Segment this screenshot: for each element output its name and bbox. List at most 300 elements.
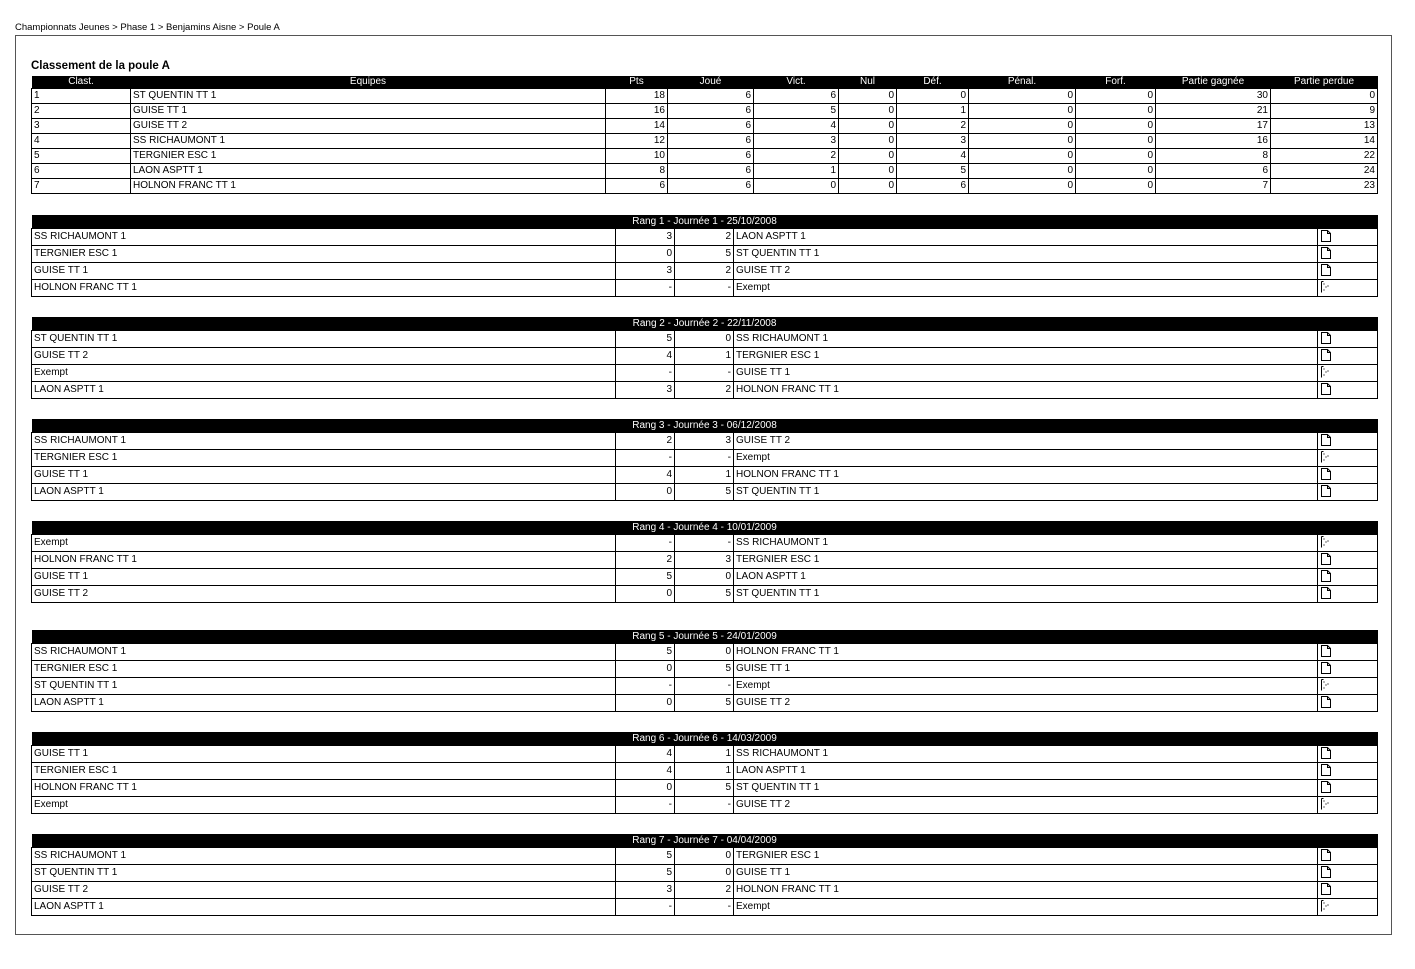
home-team-cell: GUISE TT 2 (32, 882, 616, 899)
away-score-cell: 2 (675, 882, 734, 899)
away-score-cell: 0 (675, 848, 734, 865)
standings-row (32, 104, 1378, 119)
empty-document-icon (1321, 366, 1331, 378)
match-sheet-cell (1318, 865, 1378, 882)
match-row (32, 535, 1378, 552)
round-table (31, 834, 1378, 916)
standings-cell: 0 (839, 149, 897, 164)
away-team-cell: LAON ASPTT 1 (734, 763, 1318, 780)
away-team-cell: Exempt (734, 899, 1318, 916)
away-team-cell: ST QUENTIN TT 1 (734, 246, 1318, 263)
home-team-cell: HOLNON FRANC TT 1 (32, 552, 616, 569)
home-score-cell: 4 (616, 467, 675, 484)
match-row (32, 797, 1378, 814)
match-sheet-cell (1318, 678, 1378, 695)
home-score-cell: - (616, 678, 675, 695)
match-sheet-cell (1318, 661, 1378, 678)
away-score-cell: 1 (675, 763, 734, 780)
home-score-cell: 0 (616, 695, 675, 712)
standings-cell: 4 (897, 149, 969, 164)
standings-cell: 6 (668, 134, 754, 149)
document-icon[interactable] (1321, 247, 1331, 259)
away-score-cell: - (675, 899, 734, 916)
match-row (32, 450, 1378, 467)
match-sheet-cell (1318, 331, 1378, 348)
away-score-cell: 5 (675, 484, 734, 501)
round-title: Rang 7 - Journée 7 - 04/04/2009 (32, 834, 1378, 848)
home-score-cell: 4 (616, 746, 675, 763)
away-team-cell: GUISE TT 2 (734, 695, 1318, 712)
standings-cell: 16 (606, 104, 668, 119)
match-sheet-cell (1318, 348, 1378, 365)
round-table (31, 419, 1378, 501)
away-score-cell: 1 (675, 467, 734, 484)
team-name-cell: SS RICHAUMONT 1 (131, 134, 606, 149)
home-score-cell: 0 (616, 661, 675, 678)
match-sheet-cell (1318, 552, 1378, 569)
standings-cell: 24 (1271, 164, 1378, 179)
match-sheet-cell (1318, 246, 1378, 263)
standings-cell: 0 (969, 119, 1076, 134)
document-icon[interactable] (1321, 747, 1331, 759)
away-team-cell: GUISE TT 2 (734, 797, 1318, 814)
away-score-cell: 5 (675, 661, 734, 678)
away-team-cell: TERGNIER ESC 1 (734, 348, 1318, 365)
standings-header-row (32, 76, 1378, 89)
standings-cell: 12 (606, 134, 668, 149)
round-table (31, 732, 1378, 814)
home-score-cell: 2 (616, 552, 675, 569)
standings-cell: 18 (606, 89, 668, 104)
standings-cell: 0 (1076, 134, 1156, 149)
standings-cell: 0 (969, 179, 1076, 194)
document-icon[interactable] (1321, 332, 1331, 344)
standings-column-header: Vict. (754, 76, 839, 89)
standings-cell: 0 (839, 134, 897, 149)
away-score-cell: - (675, 450, 734, 467)
team-name-cell: GUISE TT 2 (131, 119, 606, 134)
standings-column-header: Clast. (32, 76, 131, 89)
away-team-cell: LAON ASPTT 1 (734, 229, 1318, 246)
away-score-cell: - (675, 678, 734, 695)
away-team-cell: GUISE TT 2 (734, 263, 1318, 280)
document-icon[interactable] (1321, 264, 1331, 276)
home-team-cell: TERGNIER ESC 1 (32, 763, 616, 780)
standings-cell: 5 (754, 104, 839, 119)
away-score-cell: - (675, 365, 734, 382)
standings-column-header: Pénal. (969, 76, 1076, 89)
standings-cell: 0 (1271, 89, 1378, 104)
match-row (32, 552, 1378, 569)
home-score-cell: - (616, 280, 675, 297)
standings-cell: 6 (668, 104, 754, 119)
match-row (32, 569, 1378, 586)
standings-cell: 6 (668, 149, 754, 164)
away-team-cell: ST QUENTIN TT 1 (734, 780, 1318, 797)
away-team-cell: TERGNIER ESC 1 (734, 552, 1318, 569)
home-team-cell: ST QUENTIN TT 1 (32, 331, 616, 348)
standings-row (32, 134, 1378, 149)
empty-document-icon (1321, 900, 1331, 912)
match-sheet-cell (1318, 848, 1378, 865)
away-score-cell: 0 (675, 644, 734, 661)
standings-row (32, 149, 1378, 164)
away-score-cell: 2 (675, 382, 734, 399)
standings-cell: 13 (1271, 119, 1378, 134)
away-team-cell: ST QUENTIN TT 1 (734, 484, 1318, 501)
standings-column-header: Nul (839, 76, 897, 89)
match-row (32, 848, 1378, 865)
match-row (32, 229, 1378, 246)
document-icon[interactable] (1321, 468, 1331, 480)
home-score-cell: - (616, 797, 675, 814)
match-row (32, 433, 1378, 450)
empty-document-icon (1321, 798, 1331, 810)
standings-cell: 3 (32, 119, 131, 134)
document-icon[interactable] (1321, 383, 1331, 395)
standings-row (32, 179, 1378, 194)
away-score-cell: 2 (675, 229, 734, 246)
empty-document-icon (1321, 679, 1331, 691)
standings-cell: 0 (969, 104, 1076, 119)
match-row (32, 280, 1378, 297)
home-team-cell: SS RICHAUMONT 1 (32, 644, 616, 661)
document-icon[interactable] (1321, 764, 1331, 776)
standings-cell: 2 (897, 119, 969, 134)
standings-cell: 0 (839, 104, 897, 119)
match-sheet-cell (1318, 450, 1378, 467)
away-team-cell: Exempt (734, 450, 1318, 467)
home-score-cell: 3 (616, 263, 675, 280)
standings-cell: 0 (1076, 89, 1156, 104)
standings-column-header: Partie gagnée (1156, 76, 1271, 89)
standings-cell: 6 (668, 164, 754, 179)
standings-cell: 0 (969, 89, 1076, 104)
home-score-cell: - (616, 450, 675, 467)
standings-cell: 6 (754, 89, 839, 104)
standings-cell: 0 (839, 89, 897, 104)
away-team-cell: SS RICHAUMONT 1 (734, 331, 1318, 348)
round-title: Rang 5 - Journée 5 - 24/01/2009 (32, 630, 1378, 644)
away-score-cell: 1 (675, 746, 734, 763)
home-score-cell: 5 (616, 848, 675, 865)
home-score-cell: 5 (616, 331, 675, 348)
standings-cell: 6 (668, 179, 754, 194)
round-title: Rang 4 - Journée 4 - 10/01/2009 (32, 521, 1378, 535)
document-icon[interactable] (1321, 883, 1331, 895)
home-score-cell: - (616, 535, 675, 552)
home-score-cell: 5 (616, 644, 675, 661)
match-sheet-cell (1318, 746, 1378, 763)
match-sheet-cell (1318, 467, 1378, 484)
match-row (32, 661, 1378, 678)
away-score-cell: 5 (675, 246, 734, 263)
standings-cell: 0 (1076, 149, 1156, 164)
match-sheet-cell (1318, 586, 1378, 603)
standings-cell: 7 (32, 179, 131, 194)
standings-cell: 6 (1156, 164, 1271, 179)
document-icon[interactable] (1321, 866, 1331, 878)
match-sheet-cell (1318, 882, 1378, 899)
document-icon[interactable] (1321, 662, 1331, 674)
round-title: Rang 3 - Journée 3 - 06/12/2008 (32, 419, 1378, 433)
match-sheet-cell (1318, 569, 1378, 586)
standings-cell: 10 (606, 149, 668, 164)
away-score-cell: 0 (675, 865, 734, 882)
standings-cell: 3 (754, 134, 839, 149)
away-team-cell: TERGNIER ESC 1 (734, 848, 1318, 865)
document-icon[interactable] (1321, 485, 1331, 497)
away-score-cell: 0 (675, 569, 734, 586)
document-icon[interactable] (1321, 781, 1331, 793)
standings-cell: 6 (897, 179, 969, 194)
round-table (31, 215, 1378, 297)
document-icon[interactable] (1321, 849, 1331, 861)
away-team-cell: HOLNON FRANC TT 1 (734, 382, 1318, 399)
document-icon[interactable] (1321, 587, 1331, 599)
match-sheet-cell (1318, 695, 1378, 712)
home-team-cell: LAON ASPTT 1 (32, 484, 616, 501)
standings-cell: 0 (754, 179, 839, 194)
team-name-cell: GUISE TT 1 (131, 104, 606, 119)
standings-cell: 21 (1156, 104, 1271, 119)
standings-column-header: Joué (668, 76, 754, 89)
breadcrumb: Championnats Jeunes > Phase 1 > Benjamins Aisne > Poule A (15, 22, 280, 33)
match-sheet-cell (1318, 797, 1378, 814)
away-team-cell: Exempt (734, 280, 1318, 297)
standings-cell: 3 (897, 134, 969, 149)
match-row (32, 246, 1378, 263)
away-score-cell: 5 (675, 695, 734, 712)
home-score-cell: 0 (616, 780, 675, 797)
away-team-cell: LAON ASPTT 1 (734, 569, 1318, 586)
standings-cell: 8 (606, 164, 668, 179)
team-name-cell: TERGNIER ESC 1 (131, 149, 606, 164)
away-score-cell: - (675, 535, 734, 552)
empty-document-icon (1321, 536, 1331, 548)
standings-cell: 0 (969, 149, 1076, 164)
home-score-cell: 2 (616, 433, 675, 450)
home-team-cell: HOLNON FRANC TT 1 (32, 780, 616, 797)
document-icon[interactable] (1321, 434, 1331, 446)
away-team-cell: GUISE TT 1 (734, 865, 1318, 882)
home-team-cell: LAON ASPTT 1 (32, 382, 616, 399)
home-team-cell: SS RICHAUMONT 1 (32, 848, 616, 865)
match-sheet-cell (1318, 263, 1378, 280)
away-score-cell: - (675, 797, 734, 814)
home-team-cell: SS RICHAUMONT 1 (32, 229, 616, 246)
match-row (32, 865, 1378, 882)
round-table (31, 521, 1378, 603)
standings-cell: 17 (1156, 119, 1271, 134)
home-score-cell: 0 (616, 484, 675, 501)
away-score-cell: 3 (675, 552, 734, 569)
standings-cell: 14 (606, 119, 668, 134)
home-score-cell: 5 (616, 865, 675, 882)
standings-row (32, 89, 1378, 104)
team-name-cell: LAON ASPTT 1 (131, 164, 606, 179)
match-sheet-cell (1318, 763, 1378, 780)
document-icon[interactable] (1321, 570, 1331, 582)
away-score-cell: 0 (675, 331, 734, 348)
match-sheet-cell (1318, 433, 1378, 450)
away-team-cell: GUISE TT 1 (734, 365, 1318, 382)
standings-column-header: Forf. (1076, 76, 1156, 89)
standings-cell: 0 (1076, 119, 1156, 134)
standings-cell: 4 (32, 134, 131, 149)
match-row (32, 882, 1378, 899)
standings-cell: 0 (1076, 104, 1156, 119)
standings-column-header: Déf. (897, 76, 969, 89)
home-team-cell: GUISE TT 1 (32, 263, 616, 280)
empty-document-icon (1321, 281, 1331, 293)
round-title: Rang 6 - Journée 6 - 14/03/2009 (32, 732, 1378, 746)
standings-cell: 2 (32, 104, 131, 119)
standings-row (32, 119, 1378, 134)
match-row (32, 348, 1378, 365)
standings-cell: 23 (1271, 179, 1378, 194)
home-team-cell: TERGNIER ESC 1 (32, 661, 616, 678)
match-sheet-cell (1318, 280, 1378, 297)
match-sheet-cell (1318, 229, 1378, 246)
match-row (32, 644, 1378, 661)
away-team-cell: HOLNON FRANC TT 1 (734, 644, 1318, 661)
match-row (32, 484, 1378, 501)
team-name-cell: ST QUENTIN TT 1 (131, 89, 606, 104)
home-team-cell: LAON ASPTT 1 (32, 695, 616, 712)
match-row (32, 382, 1378, 399)
away-score-cell: 5 (675, 586, 734, 603)
home-team-cell: TERGNIER ESC 1 (32, 450, 616, 467)
standings-cell: 0 (969, 164, 1076, 179)
standings-cell: 1 (32, 89, 131, 104)
away-score-cell: 2 (675, 263, 734, 280)
standings-column-header: Equipes (131, 76, 606, 89)
document-icon[interactable] (1321, 645, 1331, 657)
empty-document-icon (1321, 451, 1331, 463)
standings-cell: 0 (839, 179, 897, 194)
match-sheet-cell (1318, 899, 1378, 916)
document-icon[interactable] (1321, 696, 1331, 708)
document-icon[interactable] (1321, 553, 1331, 565)
standings-title: Classement de la poule A (31, 60, 170, 72)
standings-cell: 6 (606, 179, 668, 194)
home-team-cell: GUISE TT 2 (32, 586, 616, 603)
standings-cell: 14 (1271, 134, 1378, 149)
round-table (31, 630, 1378, 712)
standings-cell: 2 (754, 149, 839, 164)
match-row (32, 263, 1378, 280)
home-score-cell: 4 (616, 348, 675, 365)
home-team-cell: LAON ASPTT 1 (32, 899, 616, 916)
standings-cell: 0 (839, 119, 897, 134)
standings-cell: 0 (969, 134, 1076, 149)
home-team-cell: Exempt (32, 535, 616, 552)
standings-cell: 6 (32, 164, 131, 179)
home-score-cell: 0 (616, 586, 675, 603)
standings-cell: 4 (754, 119, 839, 134)
document-icon[interactable] (1321, 230, 1331, 242)
home-score-cell: 3 (616, 229, 675, 246)
home-score-cell: 5 (616, 569, 675, 586)
round-title: Rang 2 - Journée 2 - 22/11/2008 (32, 317, 1378, 331)
standings-cell: 30 (1156, 89, 1271, 104)
away-team-cell: Exempt (734, 678, 1318, 695)
home-team-cell: Exempt (32, 797, 616, 814)
home-score-cell: 3 (616, 882, 675, 899)
match-row (32, 365, 1378, 382)
standings-cell: 16 (1156, 134, 1271, 149)
standings-row (32, 164, 1378, 179)
away-team-cell: SS RICHAUMONT 1 (734, 746, 1318, 763)
home-team-cell: Exempt (32, 365, 616, 382)
match-sheet-cell (1318, 780, 1378, 797)
home-score-cell: - (616, 899, 675, 916)
home-score-cell: 4 (616, 763, 675, 780)
standings-cell: 5 (32, 149, 131, 164)
home-team-cell: TERGNIER ESC 1 (32, 246, 616, 263)
match-sheet-cell (1318, 484, 1378, 501)
match-row (32, 780, 1378, 797)
match-row (32, 331, 1378, 348)
match-row (32, 678, 1378, 695)
match-row (32, 763, 1378, 780)
home-team-cell: HOLNON FRANC TT 1 (32, 280, 616, 297)
away-score-cell: - (675, 280, 734, 297)
home-team-cell: ST QUENTIN TT 1 (32, 865, 616, 882)
home-team-cell: ST QUENTIN TT 1 (32, 678, 616, 695)
standings-cell: 1 (754, 164, 839, 179)
match-row (32, 746, 1378, 763)
standings-cell: 5 (897, 164, 969, 179)
round-table (31, 317, 1378, 399)
match-sheet-cell (1318, 644, 1378, 661)
away-team-cell: HOLNON FRANC TT 1 (734, 467, 1318, 484)
home-team-cell: GUISE TT 2 (32, 348, 616, 365)
home-score-cell: 0 (616, 246, 675, 263)
home-team-cell: GUISE TT 1 (32, 569, 616, 586)
match-row (32, 695, 1378, 712)
away-score-cell: 1 (675, 348, 734, 365)
standings-cell: 0 (839, 164, 897, 179)
match-sheet-cell (1318, 535, 1378, 552)
standings-cell: 8 (1156, 149, 1271, 164)
standings-cell: 22 (1271, 149, 1378, 164)
away-team-cell: GUISE TT 2 (734, 433, 1318, 450)
away-score-cell: 3 (675, 433, 734, 450)
match-sheet-cell (1318, 365, 1378, 382)
standings-cell: 0 (1076, 164, 1156, 179)
standings-cell: 1 (897, 104, 969, 119)
away-team-cell: ST QUENTIN TT 1 (734, 586, 1318, 603)
home-team-cell: SS RICHAUMONT 1 (32, 433, 616, 450)
match-row (32, 586, 1378, 603)
standings-cell: 9 (1271, 104, 1378, 119)
home-team-cell: GUISE TT 1 (32, 746, 616, 763)
home-team-cell: GUISE TT 1 (32, 467, 616, 484)
home-score-cell: - (616, 365, 675, 382)
match-sheet-cell (1318, 382, 1378, 399)
standings-cell: 6 (668, 89, 754, 104)
document-icon[interactable] (1321, 349, 1331, 361)
round-title: Rang 1 - Journée 1 - 25/10/2008 (32, 215, 1378, 229)
standings-table (31, 76, 1378, 194)
standings-cell: 7 (1156, 179, 1271, 194)
home-score-cell: 3 (616, 382, 675, 399)
standings-column-header: Partie perdue (1271, 76, 1378, 89)
standings-column-header: Pts (606, 76, 668, 89)
match-row (32, 467, 1378, 484)
